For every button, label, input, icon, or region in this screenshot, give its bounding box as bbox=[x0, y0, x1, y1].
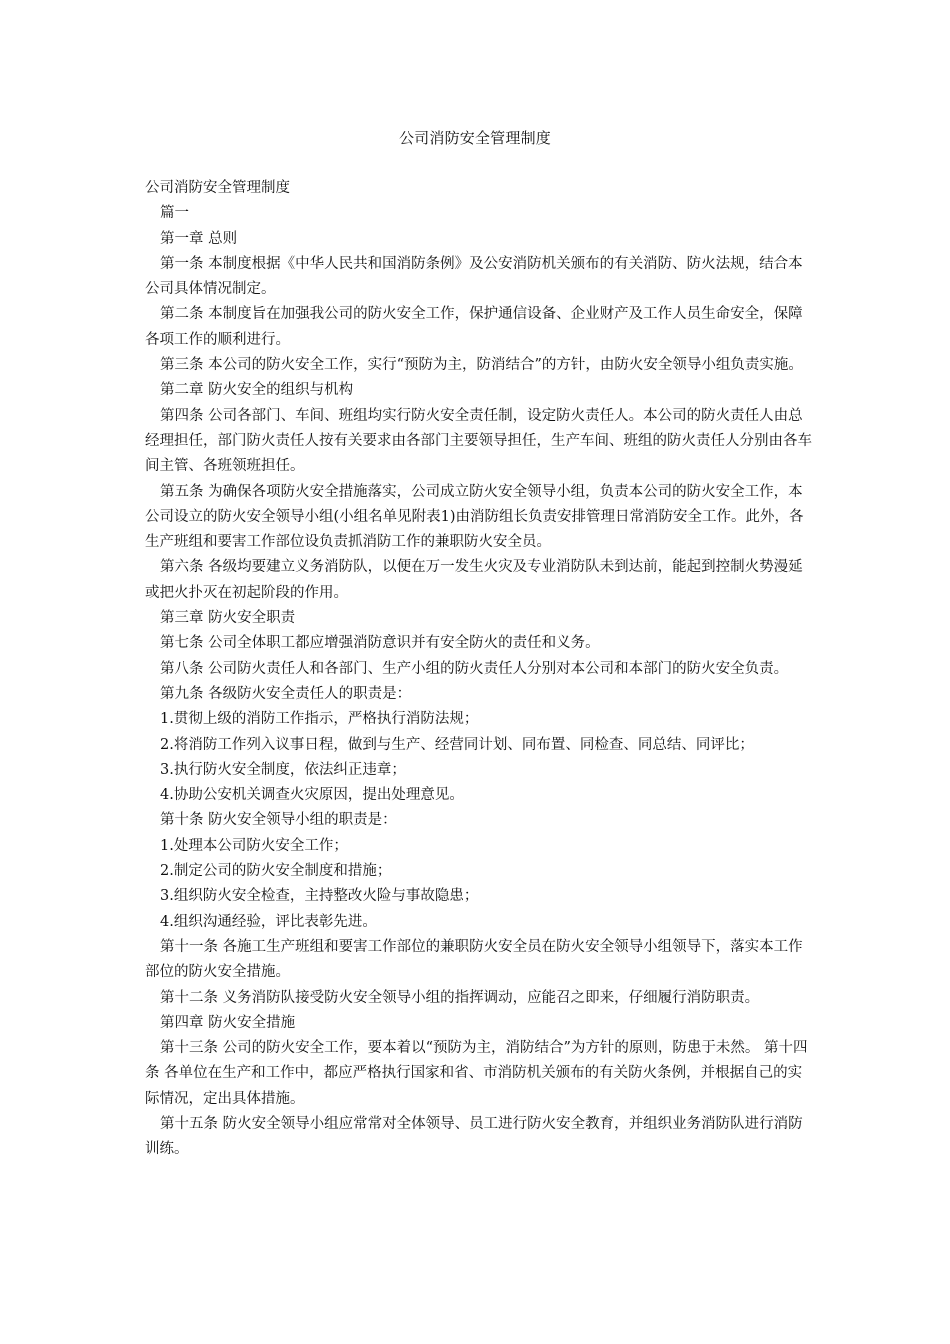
document-paragraph: 2.制定公司的防火安全制度和措施； bbox=[160, 863, 392, 880]
document-paragraph: 第十五条 防火安全领导小组应常常对全体领导、员工进行防火安全教育，并组织业务消防队进行消防训练。 bbox=[145, 1115, 803, 1158]
document-paragraph: 第六条 各级均要建立义务消防队，以便在万一发生火灾及专业消防队未到达前，能起到控制火势漫延或把火扑灭在初起阶段的作用。 bbox=[145, 559, 803, 601]
document-paragraph: 公司消防安全管理制度 bbox=[145, 180, 290, 196]
document-paragraph: 篇一 bbox=[160, 205, 189, 222]
document-paragraph: 3.组织防火安全检查，主持整改火险与事故隐患； bbox=[160, 888, 479, 905]
document-body bbox=[145, 176, 815, 1163]
document-title: 公司消防安全管理制度 bbox=[398, 129, 551, 147]
document-paragraph: 4.组织沟通经验，评比表彰先进。 bbox=[160, 913, 377, 930]
document-paragraph: 1.处理本公司防火安全工作； bbox=[160, 837, 348, 854]
document-paragraph: 第三条 本公司的防火安全工作，实行“预防为主，防消结合”的方针，由防火安全领导小组负责实施。 bbox=[160, 357, 803, 374]
document-paragraph: 第二条 本制度旨在加强我公司的防火安全工作，保护通信设备、企业财产及工作人员生命安全，保障各项工作的顺利进行。 bbox=[145, 306, 803, 348]
document-paragraph: 第二章 防火安全的组织与机构 bbox=[160, 382, 354, 399]
document-paragraph: 第七条 公司全体职工都应增强消防意识并有安全防火的责任和义务。 bbox=[160, 635, 600, 652]
document-paragraph: 第八条 公司防火责任人和各部门、生产小组的防火责任人分别对本公司和本部门的防火安全负责。 bbox=[160, 660, 789, 677]
document-paragraph: 第九条 各级防火安全责任人的职责是： bbox=[160, 685, 412, 702]
document-paragraph: 第十三条 公司的防火安全工作，要本着以“预防为主，消防结合”为方针的原则，防患于未然。 第十四条 各单位在生产和工作中，都应严格执行国家和省、市消防机关颁布的有关防火条例，并根据自己的实际情况，定出具体措施。 bbox=[145, 1040, 808, 1107]
document-paragraph: 第一章 总则 bbox=[160, 230, 238, 247]
document-paragraph: 2.将消防工作列入议事日程，做到与生产、经营同计划、同布置、同检查、同总结、同评比； bbox=[160, 736, 754, 753]
document-paragraph: 第四章 防火安全措施 bbox=[160, 1014, 296, 1031]
document-paragraph: 第一条 本制度根据《中华人民共和国消防条例》及公安消防机关颁布的有关消防、防火法规，结合本公司具体情况制定。 bbox=[145, 255, 803, 298]
document-paragraph: 第四条 公司各部门、车间、班组均实行防火安全责任制，设定防火责任人。本公司的防火责任人由总经理担任，部门防火责任人按有关要求由各部门主要领导担任，生产车间、班组的防火责任人分别由各车间主管、各班领班担任。 bbox=[145, 407, 812, 475]
document-paragraph: 3.执行防火安全制度，依法纠正违章； bbox=[160, 761, 406, 778]
document-paragraph: 第三章 防火安全职责 bbox=[160, 610, 296, 627]
document-paragraph: 第十二条 义务消防队接受防火安全领导小组的指挥调动，应能召之即来，仔细履行消防职责。 bbox=[160, 989, 760, 1006]
document-paragraph: 第五条 为确保各项防火安全措施落实，公司成立防火安全领导小组，负责本公司的防火安全工作，本公司设立的防火安全领导小组(小组名单见附表1)由消防组长负责安排管理日常消防安全工作。此外，各生产班组和要害工作部位设负责抓消防工作的兼职防火安全员。 bbox=[145, 483, 804, 551]
document-paragraph: 第十条 防火安全领导小组的职责是： bbox=[160, 812, 397, 829]
document-paragraph: 4.协助公安机关调查火灾原因，提出处理意见。 bbox=[160, 787, 464, 804]
document-paragraph: 1.贯彻上级的消防工作指示，严格执行消防法规； bbox=[160, 711, 479, 728]
document-paragraph: 第十一条 各施工生产班组和要害工作部位的兼职防火安全员在防火安全领导小组领导下，落实本工作部位的防火安全措施。 bbox=[145, 938, 803, 981]
